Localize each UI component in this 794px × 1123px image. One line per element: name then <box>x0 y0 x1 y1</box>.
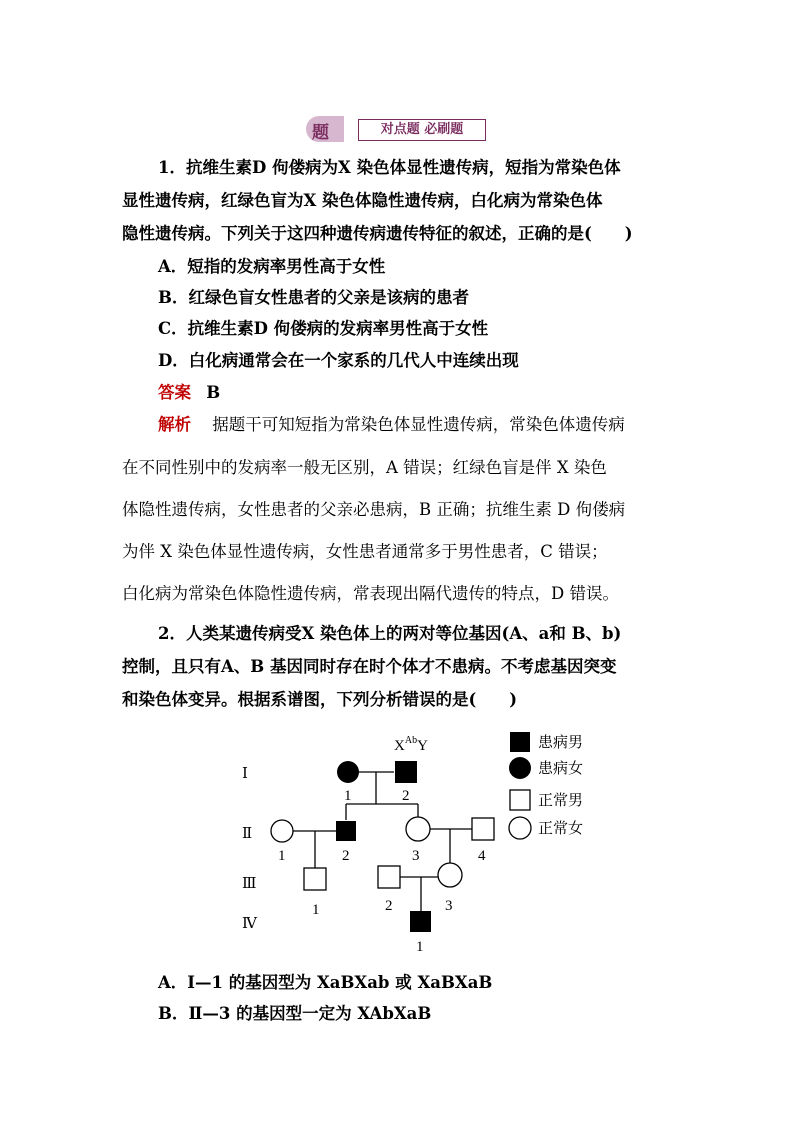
analysis-line-5: 白化病为常染色体隐性遗传病，常表现出隔代遗传的特点，D 错误。 <box>122 584 619 603</box>
individual-II-3 <box>406 817 430 841</box>
generation-label-4: Ⅳ <box>242 916 257 932</box>
banner-tag-icon: 题 <box>306 116 344 142</box>
analysis-label: 解析 <box>158 415 191 434</box>
label-III-1: 1 <box>312 902 320 918</box>
q1-option-b: B．红绿色盲女性患者的父亲是该病的患者 <box>158 288 469 307</box>
legend-normal-female-icon <box>509 817 531 839</box>
q2-line-2: 控制，且只有A、B 基因同时存在时个体才不患病。不考虑基因突变 <box>122 657 617 676</box>
section-banner <box>306 116 484 142</box>
legend-normal-male: 正常男 <box>538 793 584 809</box>
label-III-3: 3 <box>445 898 453 914</box>
legend-affected-female-icon <box>509 757 531 779</box>
q1-option-c: C．抗维生素D 佝偻病的发病率男性高于女性 <box>158 319 489 338</box>
label-IV-1: 1 <box>416 939 424 955</box>
q1-line-2: 显性遗传病，红绿色盲为X 染色体隐性遗传病，白化病为常染色体 <box>122 191 603 210</box>
label-I-1: 1 <box>344 788 352 804</box>
individual-III-3 <box>438 863 462 887</box>
individual-I-2 <box>395 761 417 783</box>
answer-label: 答案 <box>158 383 191 402</box>
q1-answer-row <box>158 381 220 405</box>
label-II-3: 3 <box>412 848 420 864</box>
label-II-4: 4 <box>478 848 486 864</box>
analysis-line-2: 在不同性别中的发病率一般无区别，A 错误；红绿色盲是伴 X 染色 <box>122 458 607 477</box>
label-II-2: 2 <box>342 848 350 864</box>
q1-option-a: A．短指的发病率男性高于女性 <box>158 257 386 276</box>
analysis-line-1: 据题干可知短指为常染色体显性遗传病，常染色体遗传病 <box>212 415 625 434</box>
individual-II-4 <box>472 818 494 840</box>
analysis-line-4: 为伴 X 染色体显性遗传病，女性患者通常多于男性患者，C 错误； <box>122 542 608 561</box>
label-II-1: 1 <box>278 848 286 864</box>
individual-III-1 <box>304 868 326 890</box>
q1-analysis-row-1 <box>158 413 625 437</box>
generation-label-1: Ⅰ <box>242 766 248 782</box>
genotype-label: $X^{Ab}Y$ <box>394 735 428 754</box>
banner-label: 对点题 必刷题 <box>380 122 464 137</box>
q1-option-d: D．白化病通常会在一个家系的几代人中连续出现 <box>158 351 519 370</box>
q1-line-3: 隐性遗传病。下列关于这四种遗传病遗传特征的叙述，正确的是( ) <box>122 224 633 243</box>
q2-line-3: 和染色体变异。根据系谱图，下列分析错误的是( ) <box>122 690 518 709</box>
pedigree-chart <box>228 716 600 962</box>
individual-II-1 <box>271 820 293 842</box>
generation-label-2: Ⅱ <box>242 826 253 842</box>
legend-affected-male-icon <box>510 732 530 752</box>
individual-I-1 <box>337 761 359 783</box>
answer-value: B <box>206 383 221 402</box>
label-I-2: 2 <box>402 788 410 804</box>
generation-label-3: Ⅲ <box>242 876 257 892</box>
q2-option-b: B．Ⅱ—3 的基因型一定为 XAbXaB <box>158 1004 432 1023</box>
legend-normal-male-icon <box>510 790 530 810</box>
q1-line-1: 1．抗维生素D 佝偻病为X 染色体显性遗传病，短指为常染色体 <box>158 158 621 177</box>
individual-II-2 <box>336 821 356 841</box>
legend-affected-female: 患病女 <box>538 761 584 777</box>
banner-label-box <box>358 119 486 141</box>
individual-IV-1 <box>410 911 431 932</box>
analysis-line-3: 体隐性遗传病，女性患者的父亲必患病，B 正确；抗维生素 D 佝偻病 <box>122 500 626 519</box>
label-III-2: 2 <box>385 898 393 914</box>
q2-option-a: A．Ⅰ—1 的基因型为 XaBXab 或 XaBXaB <box>158 973 493 992</box>
q2-line-1: 2．人类某遗传病受X 染色体上的两对等位基因(A、a和 B、b) <box>158 624 622 643</box>
legend-normal-female: 正常女 <box>538 821 584 837</box>
individual-III-2 <box>378 866 400 888</box>
legend-affected-male: 患病男 <box>538 735 584 751</box>
